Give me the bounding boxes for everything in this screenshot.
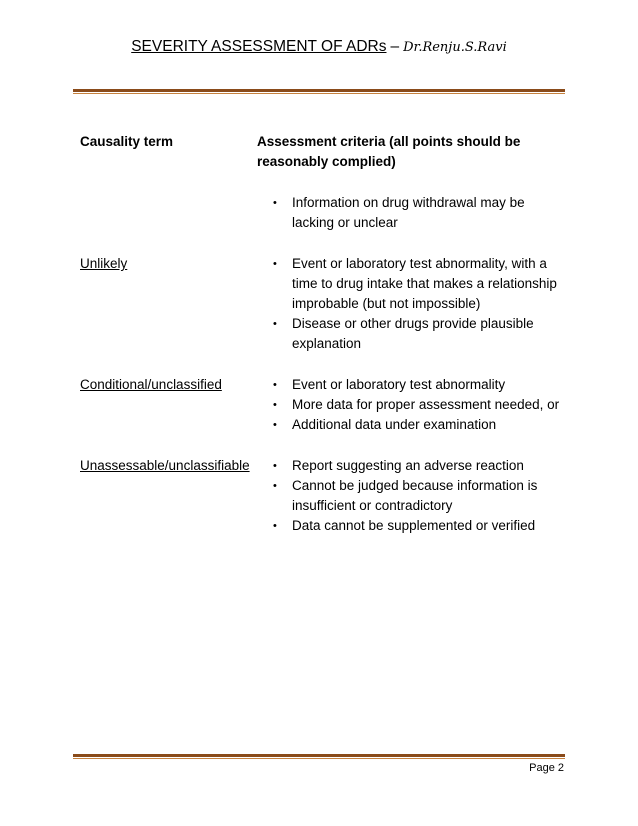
criteria-item: • Information on drug withdrawal may be lacking or unclear [273, 195, 525, 230]
criteria-cell [257, 456, 570, 536]
bullet-icon: • [273, 419, 277, 431]
title-dash: – [390, 38, 400, 55]
criteria-list [257, 456, 570, 536]
header-rule [73, 89, 565, 94]
bullet-icon: • [273, 399, 277, 411]
column-header-term: Causality term [80, 134, 174, 149]
table-header-row [80, 132, 570, 172]
column-header-criteria: Assessment criteria (all points should be reasonably complied) [257, 134, 521, 169]
bullet-icon: • [273, 480, 277, 492]
page-number: Page 2 [529, 762, 564, 774]
causality-term: Conditional/unclassified [80, 377, 222, 392]
bullet-icon: • [273, 197, 277, 209]
bullet-icon: • [273, 379, 277, 391]
criteria-item: • Data cannot be supplemented or verified [273, 516, 570, 536]
document-title: SEVERITY ASSESSMENT OF ADRs [131, 38, 387, 55]
causality-term: Unassessable/unclassifiable [80, 458, 250, 473]
criteria-item: • Event or laboratory test abnormality [273, 375, 570, 395]
bullet-icon: • [273, 258, 277, 270]
criteria-item: • Additional data under examination [273, 415, 570, 435]
criteria-item: • Event or laboratory test abnormality, with a time to drug intake that makes a relationship improbable (but not impossible) [273, 256, 557, 311]
table-row [80, 456, 570, 536]
causality-term: Unlikely [80, 256, 128, 271]
header-rule-thin [73, 93, 565, 94]
criteria-item: • Cannot be judged because information is insufficient or contradictory [273, 478, 538, 513]
criteria-list [257, 375, 570, 435]
bullet-icon: • [273, 318, 277, 330]
criteria-item: • More data for proper assessment needed, or [273, 395, 570, 415]
page-header [0, 38, 638, 56]
causality-table [80, 132, 570, 557]
footer-rule [73, 754, 565, 759]
criteria-cell [257, 254, 570, 354]
criteria-item: • Disease or other drugs provide plausible explanation [273, 316, 534, 351]
footer-rule-thin [73, 758, 565, 759]
author-name: Dr.Renju.S.Ravi [403, 40, 507, 55]
criteria-cell [257, 193, 570, 233]
bullet-icon: • [273, 460, 277, 472]
bullet-icon: • [273, 520, 277, 532]
causality-term [80, 193, 257, 233]
table-row [80, 375, 570, 435]
criteria-cell [257, 375, 570, 435]
criteria-list [257, 254, 570, 354]
table-row [80, 254, 570, 354]
criteria-list [257, 193, 570, 233]
criteria-item: • Report suggesting an adverse reaction [273, 456, 570, 476]
table-row [80, 193, 570, 233]
